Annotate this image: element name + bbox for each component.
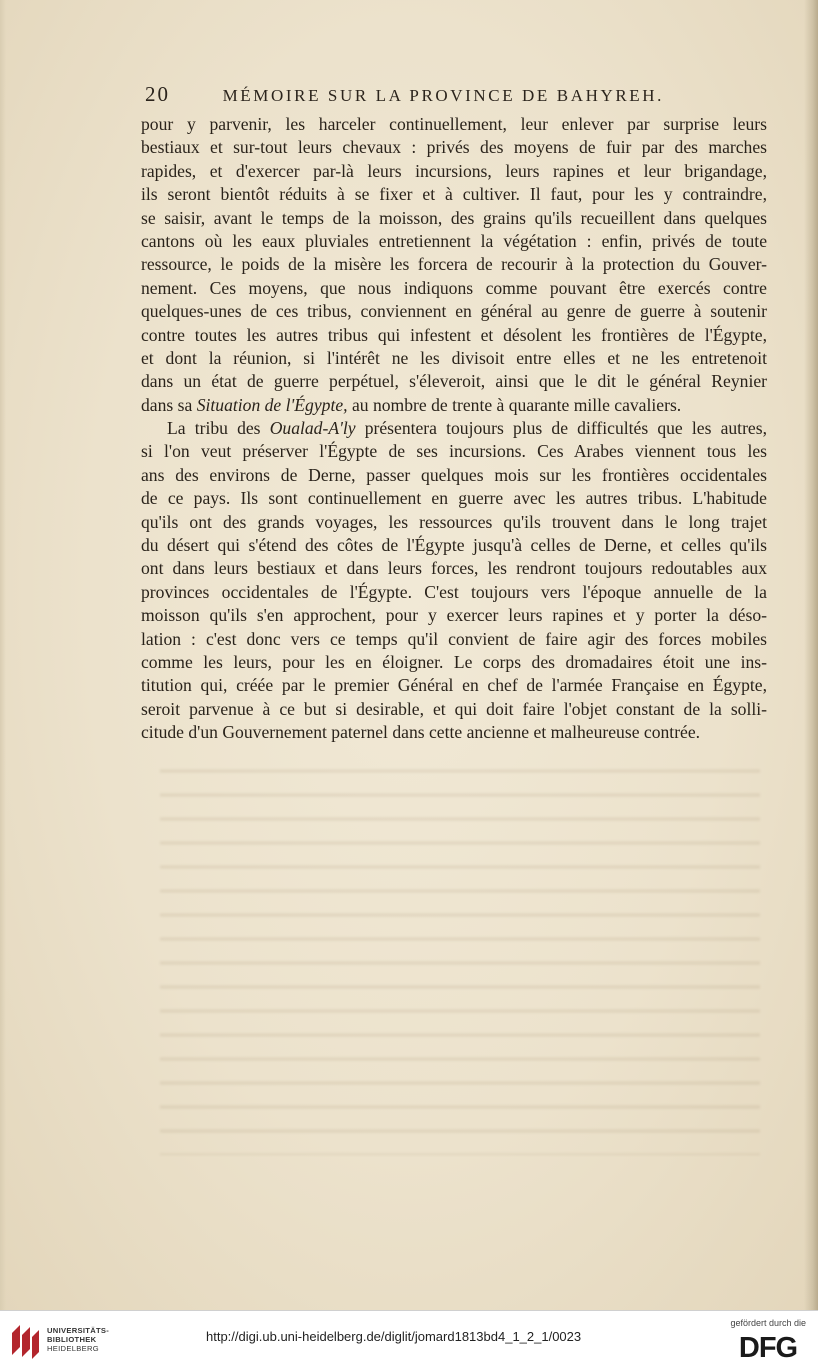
running-head	[145, 82, 670, 108]
italic-title: Oualad-A'ly	[269, 418, 356, 439]
page-right-edge-shadow	[804, 0, 818, 1310]
text-line: moisson qu'ils s'en approchent, pour y exercer leurs rapines et y porter la déso-	[141, 605, 767, 626]
text-line: et dont la réunion, si l'intérêt ne les divisoit entre elles et ne les entretenoit	[141, 347, 767, 368]
text-line: provinces occidentales de l'Égypte. C'est toujours vers l'époque annuelle de la	[141, 581, 767, 602]
text-line: de ce pays. Ils sont continuellement en guerre avec les autres tribus. L'habitude	[141, 488, 767, 509]
show-through-text	[160, 755, 760, 1155]
running-title: MÉMOIRE SUR LA PROVINCE DE BAHYREH.	[222, 86, 664, 105]
body-text	[141, 113, 767, 745]
text-run: au nombre de trente à quarante mille cavaliers.	[347, 394, 682, 415]
text-line: dans un état de guerre perpétuel, s'éleveroit, ainsi que le dit le général Reynier	[141, 371, 767, 392]
permalink-url[interactable]: http://digi.ub.uni-heidelberg.de/diglit/jomard1813bd4_1_2_1/0023	[206, 1329, 582, 1344]
viewer-footer	[0, 1310, 818, 1368]
text-line: qu'ils ont des grands voyages, les ressources qu'ils trouvent dans le long trajet	[141, 511, 767, 532]
text-line: rapides, et d'exercer par-là leurs incursions, leurs rapines et leur brigandage,	[141, 160, 767, 181]
page-left-edge	[0, 0, 6, 1310]
text-line: titution qui, créée par le premier Général en chef de l'armée Française en Égypte,	[141, 675, 767, 696]
text-line: citude d'un Gouvernement paternel dans cette ancienne et malheureuse contrée.	[141, 722, 701, 743]
text-line: nement. Ces moyens, que nous indiquons comme pouvant être exercés contre	[141, 277, 767, 298]
university-library-name[interactable]	[47, 1326, 109, 1353]
text-run: La tribu des	[167, 418, 270, 439]
library-name-line: BIBLIOTHEK	[47, 1335, 97, 1344]
library-name-line: HEIDELBERG	[47, 1344, 99, 1353]
text-line: du désert qui s'étend des côtes de l'Égypte jusqu'à celles de Derne, et celles qu'ils	[141, 535, 767, 556]
text-line: bestiaux et sur-tout leurs chevaux : privés des moyens de fuir par des marches	[141, 137, 767, 158]
page-number: 20	[145, 82, 170, 106]
dfg-logo-text: DFG	[738, 1332, 798, 1361]
dfg-logo-icon[interactable]	[730, 1331, 806, 1361]
text-line: lation : c'est donc vers ce temps qu'il convient de faire agir des forces mobiles	[141, 628, 767, 649]
text-line: cantons où les eaux pluviales entretiennent la végétation : enfin, privés de toute	[141, 230, 767, 251]
university-library-logo-icon[interactable]	[8, 1319, 42, 1361]
text-run: présentera toujours plus de difficultés que les autres,	[355, 418, 767, 439]
text-line: ils seront bientôt réduits à se fixer et à cultiver. Il faut, pour les y contraindre,	[141, 184, 767, 205]
text-line: comme les leurs, pour les en éloigner. Le corps des dromadaires étoit une ins-	[141, 651, 767, 672]
text-line: quelques-unes de ces tribus, conviennent en général au genre de guerre à soutenir	[141, 301, 767, 322]
text-line: seroit parvenue à ce but si desirable, et qui doit faire l'objet constant de la solli-	[141, 698, 767, 719]
funding-note: gefördert durch die	[730, 1318, 806, 1328]
paragraph-first-line	[141, 417, 767, 440]
text-line: ont dans leurs bestiaux et dans leurs forces, les rendront toujours redoutables aux	[141, 558, 767, 579]
text-line: se saisir, avant le temps de la moisson, des grains qu'ils recueillent dans quelques	[141, 207, 767, 228]
italic-title: Situation de l'Égypte,	[196, 394, 348, 415]
text-line: ressource, le poids de la misère les forcera de recourir à la protection du Gouver-	[141, 254, 767, 275]
text-line: ans des environs de Derne, passer quelques mois sur les frontières occidentales	[141, 464, 767, 485]
text-line: si l'on veut préserver l'Égypte de ses incursions. Ces Arabes viennent tous les	[141, 441, 767, 462]
text-line: contre toutes les autres tribus qui infestent et désolent les frontières de l'Égypte,	[141, 324, 767, 345]
text-run: dans sa	[141, 394, 197, 415]
text-line	[141, 394, 767, 417]
text-line: pour y parvenir, les harceler continuellement, leur enlever par surprise leurs	[141, 114, 767, 134]
library-name-line: UNIVERSITÄTS-	[47, 1326, 110, 1335]
